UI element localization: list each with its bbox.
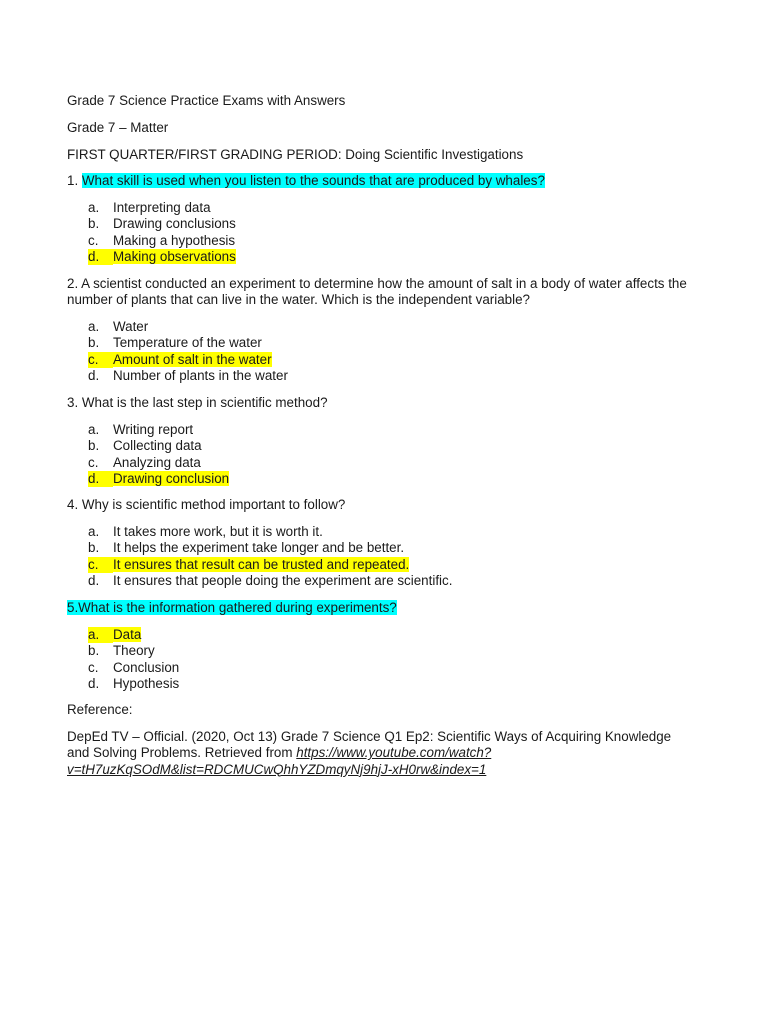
option: a. It takes more work, but it is worth it. <box>88 524 323 539</box>
options-list <box>88 319 288 384</box>
question-text: What skill is used when you listen to the sounds that are produced by whales? <box>81 173 545 188</box>
option: b. Temperature of the water <box>88 335 262 351</box>
reference-citation <box>67 729 697 778</box>
document-title: Grade 7 Science Practice Exams with Answers <box>67 93 346 108</box>
question-4 <box>67 497 345 513</box>
answer-option: d. Making observations <box>88 248 236 264</box>
question-number: 4. <box>67 497 79 512</box>
reference-heading: Reference: <box>67 702 133 717</box>
citation-text: DepEd TV – Official. (2020, Oct 13) Grade 7 Science Q1 Ep2: Scientific Ways of Acquiring Knowledge and Solving Problems. Retrieved from <box>67 729 672 761</box>
question-3 <box>67 395 328 411</box>
option: b. It helps the experiment take longer and be better. <box>88 540 405 556</box>
question-1 <box>67 173 545 189</box>
option: b. Drawing conclusions <box>88 216 236 232</box>
option: c. Conclusion <box>88 659 180 675</box>
section-heading: FIRST QUARTER/FIRST GRADING PERIOD: Doing Scientific Investigations <box>67 147 524 162</box>
option: b. Collecting data <box>88 438 202 454</box>
option: c. Making a hypothesis <box>88 232 236 248</box>
option: d. Number of plants in the water <box>88 367 288 383</box>
question-2 <box>67 276 707 309</box>
options-list <box>88 627 179 692</box>
answer-option: c. Amount of salt in the water <box>88 351 272 367</box>
question-number: 2. <box>67 276 79 291</box>
option: d. It ensures that people doing the experiment are scientific. <box>88 572 453 588</box>
question-text: A scientist conducted an experiment to determine how the amount of salt in a body of water affects the number of plants that can live in the water. Which is the independent variable? <box>67 276 687 308</box>
options-list <box>88 524 452 589</box>
document-subtitle: Grade 7 – Matter <box>67 120 169 135</box>
question-text: What is the last step in scientific method? <box>81 395 328 410</box>
answer-option: d. Drawing conclusion <box>88 470 230 486</box>
option: c. Analyzing data <box>88 454 201 470</box>
answer-option: c. It ensures that result can be trusted and repeated. <box>88 556 410 572</box>
question-number: 3. <box>67 395 79 410</box>
reference-link[interactable]: https://www.youtube.com/watch? v=tH7uzKqSOdM&list=RDCMUCwQhhYZDmqyNj9hjJ-xH0rw&index=1 <box>67 745 492 777</box>
option: a. Writing report <box>88 422 194 437</box>
options-list <box>88 422 229 487</box>
option: a. Interpreting data <box>88 200 211 215</box>
question-number: 1. <box>67 173 79 188</box>
answer-option: a. Data <box>88 627 142 642</box>
option: d. Hypothesis <box>88 675 180 691</box>
question-5 <box>67 600 397 616</box>
option: a. Water <box>88 319 149 334</box>
options-list <box>88 200 236 265</box>
question-number: 5. <box>67 600 79 615</box>
question-text: What is the information gathered during experiments? <box>78 600 397 615</box>
question-text: Why is scientific method important to follow? <box>81 497 346 512</box>
option: b. Theory <box>88 643 155 659</box>
